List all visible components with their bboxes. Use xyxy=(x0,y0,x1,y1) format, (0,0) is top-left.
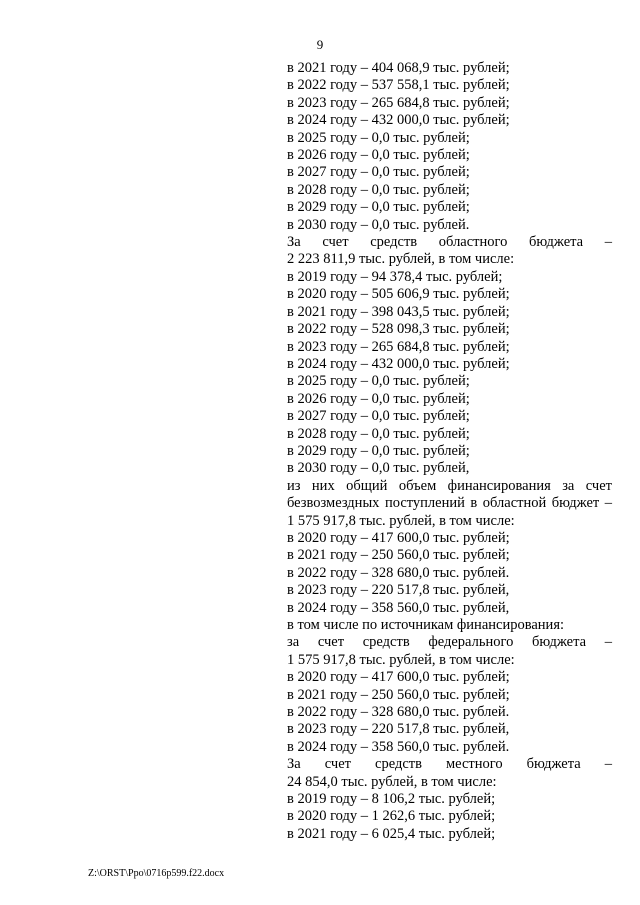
text-line: в 2023 году – 265 684,8 тыс. рублей; xyxy=(287,94,510,111)
text-line: в 2027 году – 0,0 тыс. рублей; xyxy=(287,408,470,425)
text-line: в 2022 году – 328 680,0 тыс. рублей. xyxy=(287,704,510,721)
footer-file-path: Z:\ORST\Ppo\0716p599.f22.docx xyxy=(88,868,225,879)
text-line: в 2021 году – 250 560,0 тыс. рублей; xyxy=(287,686,510,703)
text-line: в 2024 году – 358 560,0 тыс. рублей, xyxy=(287,599,510,616)
document-body xyxy=(287,60,612,843)
text-line: в 2027 году – 0,0 тыс. рублей; xyxy=(287,164,470,181)
text-line: за счет средств федерального бюджета – xyxy=(287,634,612,651)
text-line: в 2020 году – 505 606,9 тыс. рублей; xyxy=(287,286,510,303)
text-line: в 2019 году – 94 378,4 тыс. рублей; xyxy=(287,268,503,285)
text-line: в 2020 году – 417 600,0 тыс. рублей; xyxy=(287,529,510,546)
text-line: в 2020 году – 1 262,6 тыс. рублей; xyxy=(287,808,496,825)
text-line: безвозмездных поступлений в областной бюджет – xyxy=(287,495,612,512)
text-line: в 2021 году – 6 025,4 тыс. рублей; xyxy=(287,825,496,842)
text-line: 2 223 811,9 тыс. рублей, в том числе: xyxy=(287,251,515,268)
text-line: в 2029 году – 0,0 тыс. рублей; xyxy=(287,199,470,216)
text-line: в 2026 году – 0,0 тыс. рублей; xyxy=(287,390,470,407)
text-line: 1 575 917,8 тыс. рублей, в том числе: xyxy=(287,512,515,529)
text-line: в 2024 году – 432 000,0 тыс. рублей; xyxy=(287,355,510,372)
text-line: в 2022 году – 528 098,3 тыс. рублей; xyxy=(287,321,510,338)
text-line: 24 854,0 тыс. рублей, в том числе: xyxy=(287,773,497,790)
text-line: 1 575 917,8 тыс. рублей, в том числе: xyxy=(287,651,515,668)
text-line: в 2023 году – 265 684,8 тыс. рублей; xyxy=(287,338,510,355)
text-line: в 2030 году – 0,0 тыс. рублей. xyxy=(287,216,470,233)
text-line: в 2025 году – 0,0 тыс. рублей; xyxy=(287,373,470,390)
text-line: в том числе по источникам финансирования: xyxy=(287,617,565,633)
text-line: в 2026 году – 0,0 тыс. рублей; xyxy=(287,147,470,164)
text-line: в 2020 году – 417 600,0 тыс. рублей; xyxy=(287,669,510,686)
page-number: 9 xyxy=(316,37,324,52)
text-line: За счет средств областного бюджета – xyxy=(287,234,612,251)
text-line: из них общий объем финансирования за счет xyxy=(287,477,612,494)
text-line: в 2021 году – 398 043,5 тыс. рублей; xyxy=(287,303,510,320)
text-line: в 2025 году – 0,0 тыс. рублей; xyxy=(287,129,470,146)
text-line: в 2024 году – 358 560,0 тыс. рублей. xyxy=(287,738,510,755)
text-line: в 2030 году – 0,0 тыс. рублей, xyxy=(287,460,470,477)
text-line: в 2019 году – 8 106,2 тыс. рублей; xyxy=(287,791,496,808)
text-line: в 2022 году – 328 680,0 тыс. рублей. xyxy=(287,564,510,581)
text-line: в 2028 году – 0,0 тыс. рублей; xyxy=(287,181,470,198)
text-line: в 2023 году – 220 517,8 тыс. рублей, xyxy=(287,582,510,599)
text-line: За счет средств местного бюджета – xyxy=(287,756,612,773)
text-line: в 2028 году – 0,0 тыс. рублей; xyxy=(287,425,470,442)
text-line: в 2022 году – 537 558,1 тыс. рублей; xyxy=(287,77,510,94)
text-line: в 2021 году – 250 560,0 тыс. рублей; xyxy=(287,547,510,564)
text-line: в 2024 году – 432 000,0 тыс. рублей; xyxy=(287,112,510,129)
text-line: в 2029 году – 0,0 тыс. рублей; xyxy=(287,442,470,459)
text-line: в 2023 году – 220 517,8 тыс. рублей, xyxy=(287,721,510,738)
text-line: в 2021 году – 404 068,9 тыс. рублей; xyxy=(287,60,510,76)
